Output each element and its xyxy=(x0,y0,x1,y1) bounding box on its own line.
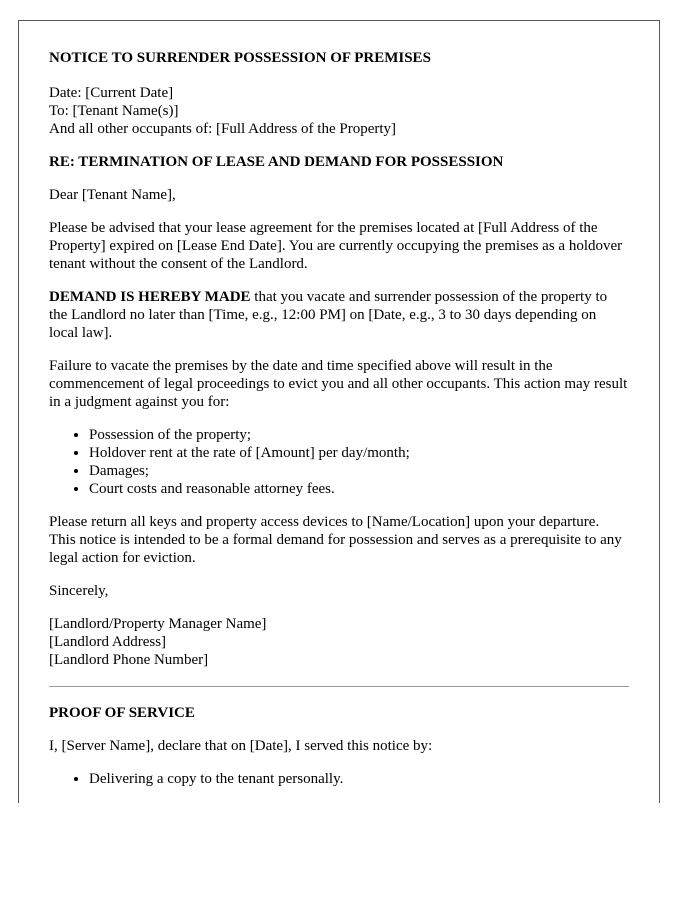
landlord-address: [Landlord Address] xyxy=(49,634,167,650)
list-item: • Damages; xyxy=(89,462,629,480)
divider xyxy=(49,686,629,687)
list-item: • Holdover rent at the rate of [Amount] per day/month; xyxy=(89,444,629,462)
list-item: • Possession of the property; xyxy=(89,426,629,444)
keys-paragraph: Please return all keys and property access devices to [Name/Location] upon your departure. This notice is intended to be a formal demand for possession and serves as a prerequisite to any legal action for eviction. xyxy=(49,514,622,566)
lease-expired-paragraph: Please be advised that your lease agreement for the premises located at [Full Address of the Property] expired on [Lease End Date]. You are currently occupying the premises as a holdover tenant without the consent of the Landlord. xyxy=(49,220,623,272)
landlord-phone: [Landlord Phone Number] xyxy=(49,652,209,668)
header-block xyxy=(49,84,629,138)
re-heading: RE: TERMINATION OF LEASE AND DEMAND FOR POSSESSION xyxy=(49,154,504,170)
demand-text: that you vacate and surrender possession of the property to the Landlord no later than [Time, e.g., 12:00 PM] on [Date, e.g., 3 to 30 days depending on local law]. xyxy=(49,289,608,341)
list-item: • Delivering a copy to the tenant personally. xyxy=(89,770,629,788)
salutation: Dear [Tenant Name], xyxy=(49,187,176,203)
demand-paragraph xyxy=(49,288,629,342)
date-line: Date: [Current Date] xyxy=(49,85,174,101)
signature-block xyxy=(49,615,629,669)
notice-document xyxy=(18,20,660,803)
document-title: NOTICE TO SURRENDER POSSESSION OF PREMISES xyxy=(49,50,431,66)
service-methods-list xyxy=(49,770,629,788)
failure-paragraph: Failure to vacate the premises by the date and time specified above will result in the commencement of legal proceedings to evict you and all other occupants. This action may result in a judgment against you for: xyxy=(49,358,628,410)
closing: Sincerely, xyxy=(49,583,109,599)
list-item: • Court costs and reasonable attorney fees. xyxy=(89,480,629,498)
to-line: To: [Tenant Name(s)] xyxy=(49,103,179,119)
judgment-list xyxy=(49,426,629,498)
demand-bold: DEMAND IS HEREBY MADE xyxy=(49,289,251,305)
proof-statement: I, [Server Name], declare that on [Date], I served this notice by: xyxy=(49,738,433,754)
proof-heading: PROOF OF SERVICE xyxy=(49,705,195,721)
occupants-line: And all other occupants of: [Full Address of the Property] xyxy=(49,121,397,137)
landlord-name: [Landlord/Property Manager Name] xyxy=(49,616,267,632)
